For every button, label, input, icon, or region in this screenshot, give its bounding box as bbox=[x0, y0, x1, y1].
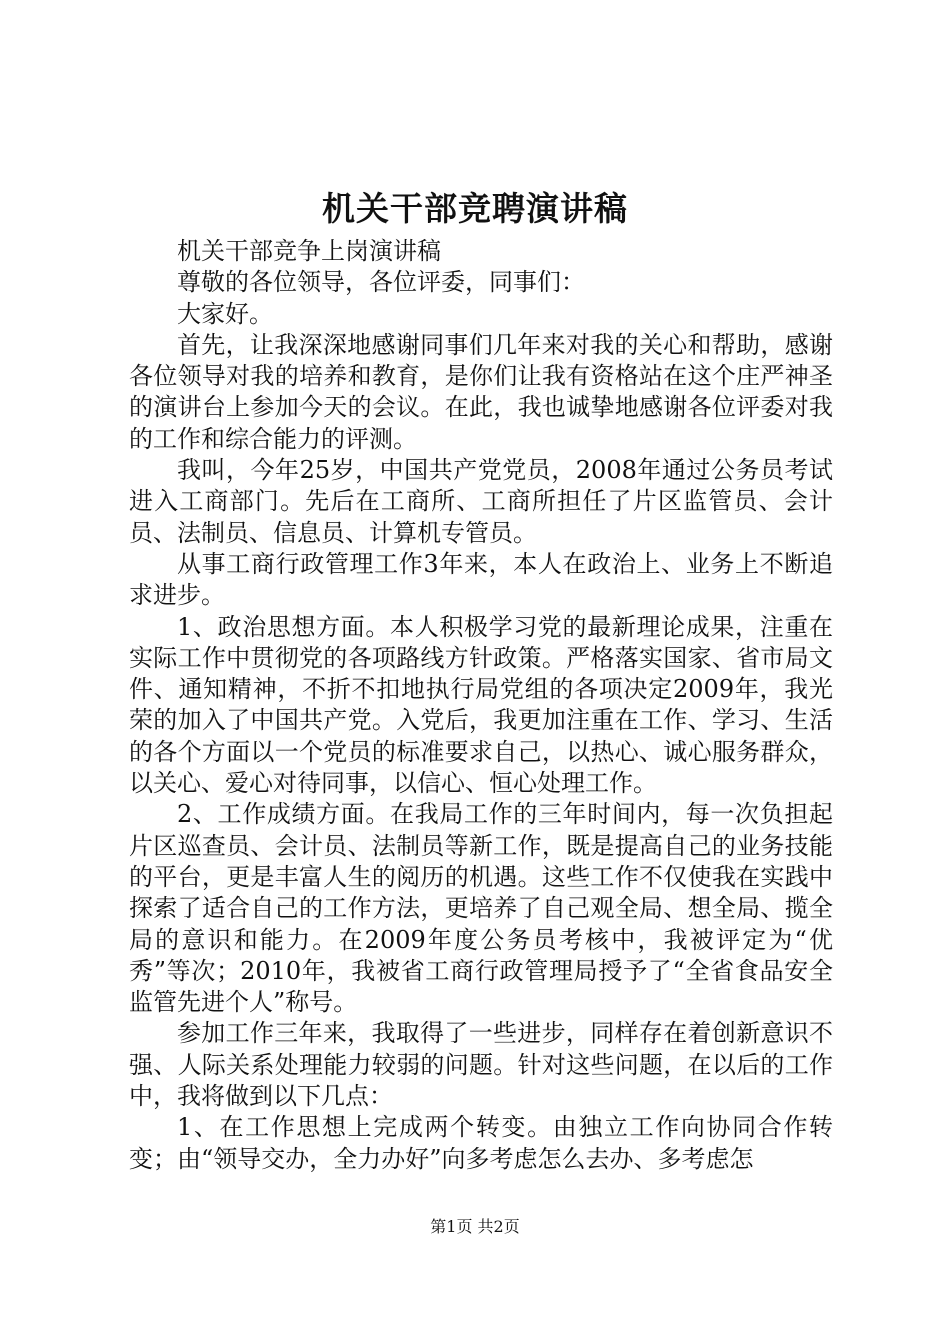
paragraph-salutation: 尊敬的各位领导，各位评委，同事们： bbox=[177, 268, 585, 297]
paragraph-progress: 从事工商行政管理工作3年来，本人在政治上、业务上不断追求进步。 bbox=[129, 549, 833, 610]
paragraph-plan-1: 1、在工作思想上完成两个转变。由独立工作向协同合作转变；由“领导交办，全力办好”向多考虑怎么去办、多考虑怎 bbox=[129, 1113, 833, 1173]
paragraph-self-intro: 我叫，今年25岁，中国共产党党员，2008年通过公务员考试进入工商部门。先后在工商所、工商所担任了片区监管员、会计员、法制员、信息员、计算机专管员。 bbox=[129, 456, 833, 547]
paragraph-achievements: 2、工作成绩方面。在我局工作的三年时间内，每一次负担起片区巡查员、会计员、法制员等新工作，既是提高自己的业务技能的平台，更是丰富人生的阅历的机遇。这些工作不仅使我在实践中探索了适合自己的工作方法，更培养了自己观全局、想全局、揽全局的意识和能力。在2009年度公务员考核中，我被评定为“优秀”等次；2010年，我被省工商行政管理局授予了“全省食品安全监管先进个人”称号。 bbox=[129, 800, 833, 1017]
page-number-footer: 第1页 共2页 bbox=[430, 1217, 520, 1236]
paragraph-political: 1、政治思想方面。本人积极学习党的最新理论成果，注重在实际工作中贯彻党的各项路线方针政策。严格落实国家、省市局文件、通知精神，不折不扣地执行局党组的各项决定2009年，我光荣的加入了中国共产党。入党后，我更加注重在工作、学习、生活的各个方面以一个党员的标准要求自己，以热心、诚心服务群众，以关心、爱心对待同事，以信心、恒心处理工作。 bbox=[129, 612, 833, 798]
paragraph-greeting: 大家好。 bbox=[177, 299, 273, 328]
paragraph-shortcomings: 参加工作三年来，我取得了一些进步，同样存在着创新意识不强、人际关系处理能力较弱的问题。针对这些问题，在以后的工作中，我将做到以下几点： bbox=[129, 1019, 833, 1111]
paragraph-thanks: 首先，让我深深地感谢同事们几年来对我的关心和帮助，感谢各位领导对我的培养和教育，是你们让我有资格站在这个庄严神圣的演讲台上参加今天的会议。在此，我也诚挚地感谢各位评委对我的工作和综合能力的评测。 bbox=[129, 330, 833, 453]
document-body bbox=[129, 236, 833, 1175]
paragraph-heading-line: 机关干部竞争上岗演讲稿 bbox=[177, 237, 441, 265]
document-title: 机关干部竞聘演讲稿 bbox=[322, 189, 628, 228]
